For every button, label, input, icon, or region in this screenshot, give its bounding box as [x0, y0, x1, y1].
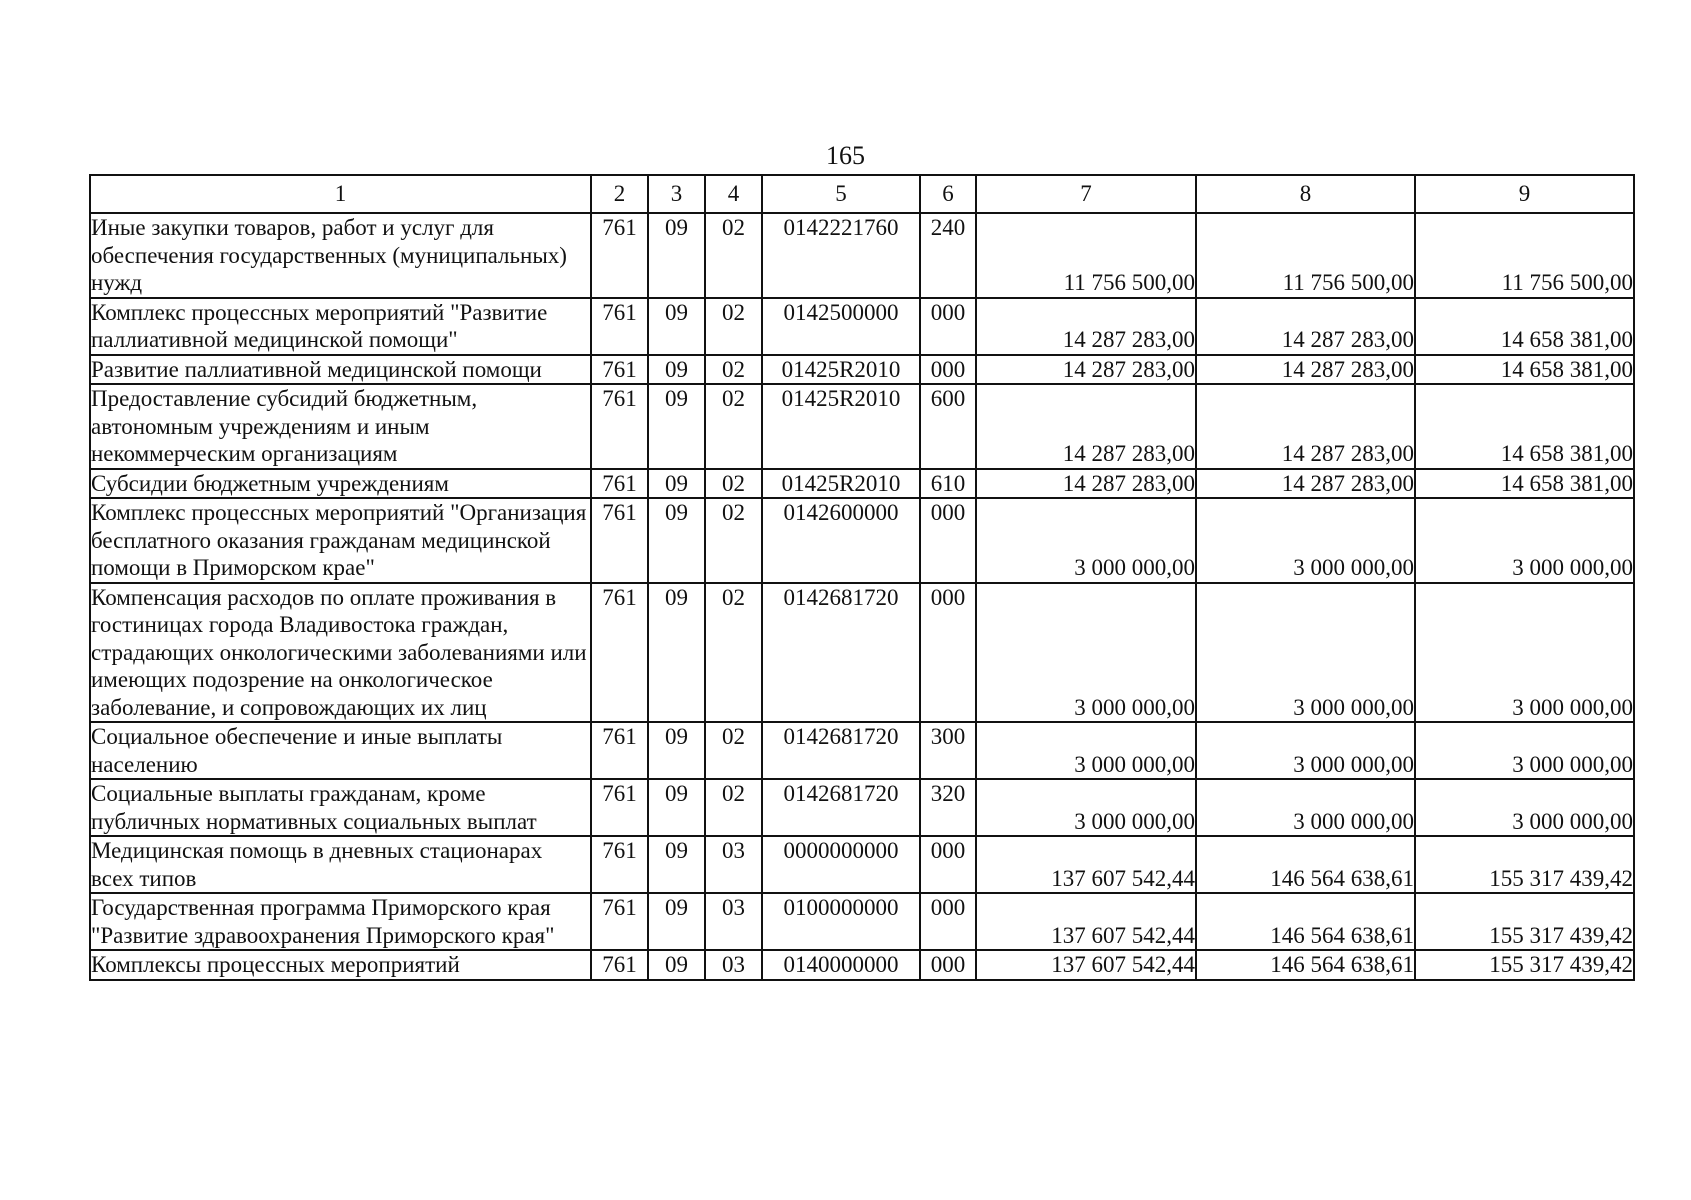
code-col-2: 761	[591, 355, 648, 385]
code-col-3: 09	[648, 498, 705, 583]
code-col-2: 761	[591, 498, 648, 583]
table-row	[90, 469, 1634, 499]
amount-col-7: 14 287 283,00	[976, 298, 1196, 355]
amount-col-9: 11 756 500,00	[1415, 213, 1634, 298]
amount-col-8: 146 564 638,61	[1196, 893, 1415, 950]
row-name: Комплекс процессных мероприятий "Организация бесплатного оказания гражданам медицинской помощи в Приморском крае"	[90, 498, 591, 583]
code-col-2: 761	[591, 469, 648, 499]
amount-col-8: 14 287 283,00	[1196, 355, 1415, 385]
code-col-6: 600	[920, 384, 976, 469]
amount-col-9: 14 658 381,00	[1415, 298, 1634, 355]
code-col-6: 000	[920, 355, 976, 385]
amount-col-7: 11 756 500,00	[976, 213, 1196, 298]
table-row	[90, 836, 1634, 893]
column-header-8: 8	[1196, 175, 1415, 213]
code-col-4: 02	[705, 469, 762, 499]
column-header-2: 2	[591, 175, 648, 213]
code-col-4: 03	[705, 950, 762, 980]
row-name: Компенсация расходов по оплате проживания в гостиницах города Владивостока граждан, страдающих онкологическими заболеваниями или имеющих подозрение на онкологическое заболевание, и сопровождающих их лиц	[90, 583, 591, 723]
code-col-3: 09	[648, 893, 705, 950]
table-row	[90, 950, 1634, 980]
code-col-4: 03	[705, 836, 762, 893]
code-col-5: 01425R2010	[762, 469, 920, 499]
code-col-4: 02	[705, 384, 762, 469]
code-col-4: 02	[705, 583, 762, 723]
table-row	[90, 298, 1634, 355]
code-col-4: 03	[705, 893, 762, 950]
code-col-5: 0140000000	[762, 950, 920, 980]
amount-col-7: 3 000 000,00	[976, 583, 1196, 723]
amount-col-9: 3 000 000,00	[1415, 779, 1634, 836]
amount-col-8: 3 000 000,00	[1196, 498, 1415, 583]
column-header-4: 4	[705, 175, 762, 213]
code-col-3: 09	[648, 583, 705, 723]
amount-col-8: 3 000 000,00	[1196, 779, 1415, 836]
row-name: Комплексы процессных мероприятий	[90, 950, 591, 980]
code-col-6: 000	[920, 298, 976, 355]
amount-col-8: 3 000 000,00	[1196, 583, 1415, 723]
code-col-6: 000	[920, 950, 976, 980]
amount-col-7: 3 000 000,00	[976, 779, 1196, 836]
code-col-2: 761	[591, 893, 648, 950]
row-name: Медицинская помощь в дневных стационарах всех типов	[90, 836, 591, 893]
table-row	[90, 893, 1634, 950]
code-col-2: 761	[591, 836, 648, 893]
row-name: Государственная программа Приморского края "Развитие здравоохранения Приморского края"	[90, 893, 591, 950]
column-header-7: 7	[976, 175, 1196, 213]
code-col-5: 0142681720	[762, 722, 920, 779]
code-col-3: 09	[648, 950, 705, 980]
code-col-6: 000	[920, 498, 976, 583]
amount-col-7: 3 000 000,00	[976, 498, 1196, 583]
code-col-3: 09	[648, 722, 705, 779]
row-name: Социальные выплаты гражданам, кроме публичных нормативных социальных выплат	[90, 779, 591, 836]
code-col-2: 761	[591, 298, 648, 355]
code-col-2: 761	[591, 722, 648, 779]
amount-col-9: 3 000 000,00	[1415, 583, 1634, 723]
amount-col-7: 137 607 542,44	[976, 893, 1196, 950]
amount-col-8: 146 564 638,61	[1196, 950, 1415, 980]
code-col-5: 01425R2010	[762, 384, 920, 469]
amount-col-9: 155 317 439,42	[1415, 950, 1634, 980]
row-name: Иные закупки товаров, работ и услуг для обеспечения государственных (муниципальных) нужд	[90, 213, 591, 298]
code-col-6: 240	[920, 213, 976, 298]
table-row	[90, 213, 1634, 298]
code-col-5: 0142681720	[762, 779, 920, 836]
amount-col-9: 3 000 000,00	[1415, 722, 1634, 779]
code-col-3: 09	[648, 469, 705, 499]
code-col-3: 09	[648, 213, 705, 298]
column-header-6: 6	[920, 175, 976, 213]
code-col-3: 09	[648, 836, 705, 893]
row-name: Развитие паллиативной медицинской помощи	[90, 355, 591, 385]
amount-col-8: 11 756 500,00	[1196, 213, 1415, 298]
row-name: Субсидии бюджетным учреждениям	[90, 469, 591, 499]
code-col-6: 610	[920, 469, 976, 499]
table-row	[90, 498, 1634, 583]
amount-col-7: 14 287 283,00	[976, 355, 1196, 385]
code-col-2: 761	[591, 779, 648, 836]
code-col-5: 0142681720	[762, 583, 920, 723]
code-col-4: 02	[705, 298, 762, 355]
table-row	[90, 583, 1634, 723]
code-col-4: 02	[705, 213, 762, 298]
code-col-3: 09	[648, 298, 705, 355]
amount-col-8: 14 287 283,00	[1196, 384, 1415, 469]
code-col-4: 02	[705, 355, 762, 385]
amount-col-8: 14 287 283,00	[1196, 298, 1415, 355]
code-col-6: 320	[920, 779, 976, 836]
row-name: Предоставление субсидий бюджетным, автономным учреждениям и иным некоммерческим организациям	[90, 384, 591, 469]
column-header-5: 5	[762, 175, 920, 213]
amount-col-7: 14 287 283,00	[976, 469, 1196, 499]
amount-col-8: 14 287 283,00	[1196, 469, 1415, 499]
column-header-9: 9	[1415, 175, 1634, 213]
table-row	[90, 355, 1634, 385]
amount-col-7: 3 000 000,00	[976, 722, 1196, 779]
amount-col-8: 146 564 638,61	[1196, 836, 1415, 893]
amount-col-9: 155 317 439,42	[1415, 893, 1634, 950]
column-header-1: 1	[90, 175, 591, 213]
table-row	[90, 779, 1634, 836]
amount-col-9: 14 658 381,00	[1415, 355, 1634, 385]
code-col-5: 0142600000	[762, 498, 920, 583]
code-col-6: 000	[920, 583, 976, 723]
header-row	[90, 175, 1634, 213]
amount-col-9: 155 317 439,42	[1415, 836, 1634, 893]
code-col-6: 000	[920, 893, 976, 950]
table-row	[90, 384, 1634, 469]
code-col-2: 761	[591, 384, 648, 469]
amount-col-9: 14 658 381,00	[1415, 384, 1634, 469]
amount-col-9: 14 658 381,00	[1415, 469, 1634, 499]
code-col-5: 0142500000	[762, 298, 920, 355]
code-col-3: 09	[648, 384, 705, 469]
code-col-6: 000	[920, 836, 976, 893]
code-col-2: 761	[591, 950, 648, 980]
code-col-4: 02	[705, 722, 762, 779]
amount-col-7: 137 607 542,44	[976, 950, 1196, 980]
code-col-4: 02	[705, 498, 762, 583]
code-col-5: 0100000000	[762, 893, 920, 950]
row-name: Социальное обеспечение и иные выплаты населению	[90, 722, 591, 779]
amount-col-8: 3 000 000,00	[1196, 722, 1415, 779]
code-col-3: 09	[648, 779, 705, 836]
code-col-6: 300	[920, 722, 976, 779]
code-col-3: 09	[648, 355, 705, 385]
column-header-3: 3	[648, 175, 705, 213]
code-col-5: 0142221760	[762, 213, 920, 298]
amount-col-7: 14 287 283,00	[976, 384, 1196, 469]
code-col-5: 01425R2010	[762, 355, 920, 385]
amount-col-7: 137 607 542,44	[976, 836, 1196, 893]
table-row	[90, 722, 1634, 779]
row-name: Комплекс процессных мероприятий "Развитие паллиативной медицинской помощи"	[90, 298, 591, 355]
code-col-5: 0000000000	[762, 836, 920, 893]
code-col-2: 761	[591, 583, 648, 723]
code-col-4: 02	[705, 779, 762, 836]
budget-table	[89, 174, 1635, 981]
code-col-2: 761	[591, 213, 648, 298]
amount-col-9: 3 000 000,00	[1415, 498, 1634, 583]
page-number: 165	[826, 141, 865, 170]
